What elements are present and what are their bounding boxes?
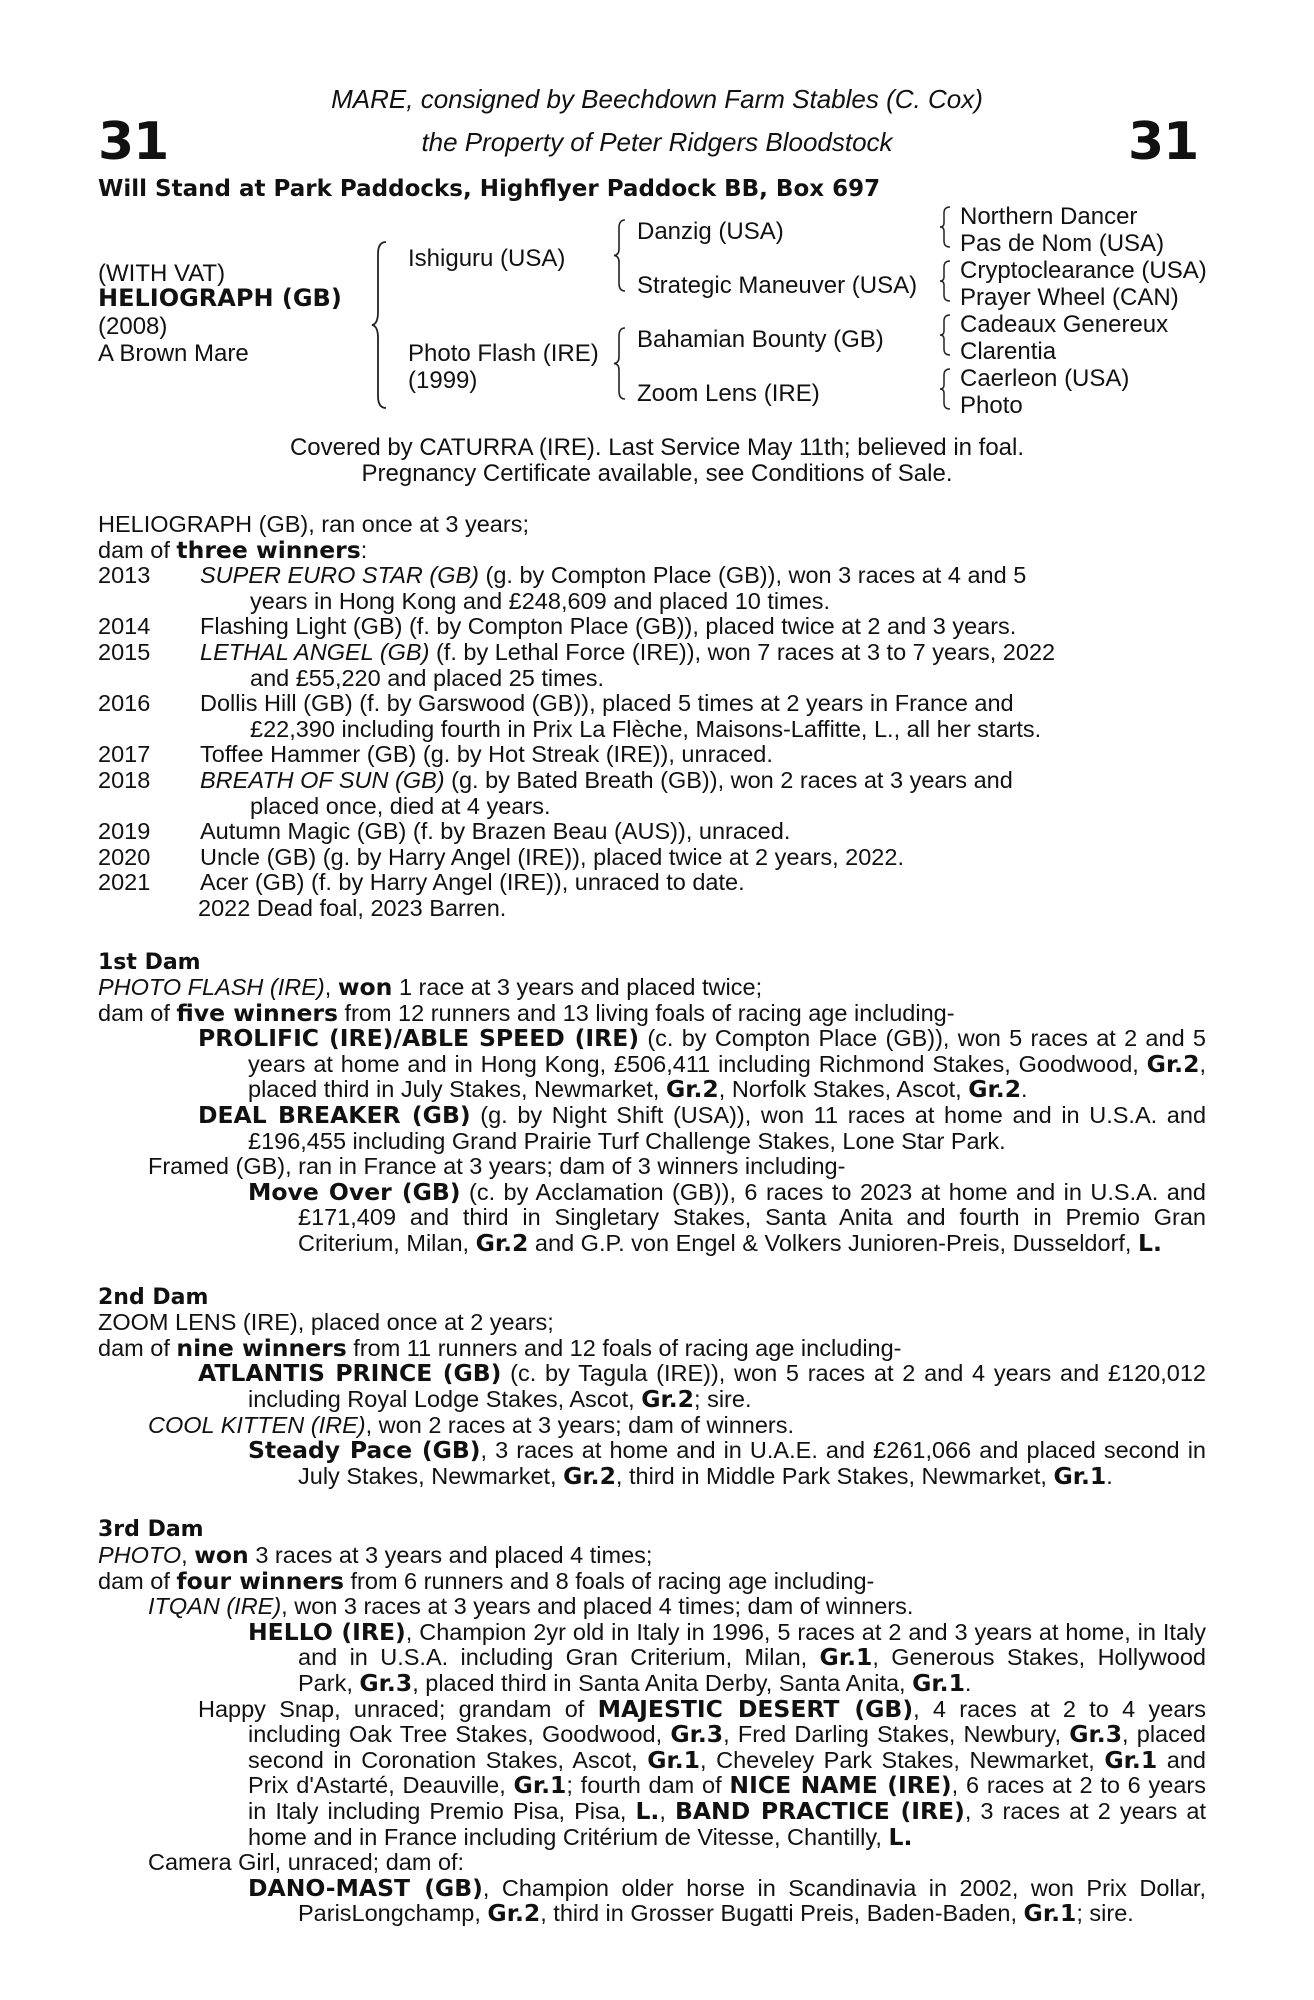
g-2: Pas de Nom (USA): [960, 230, 1165, 257]
intro-line: HELIOGRAPH (GB), ran once at 3 years;: [98, 511, 529, 537]
pregnancy-line: Pregnancy Certificate available, see Conditions of Sale.: [361, 460, 953, 487]
second-dam-heading: 2nd Dam: [98, 1284, 209, 1310]
offspring-name: Toffee Hammer (GB): [200, 741, 417, 768]
offspring-text: [200, 845, 1206, 871]
happy-snap-text-7: ; fourth dam of: [566, 1772, 730, 1799]
offspring-details-cont: years in Hong Kong and £248,609 and placed 10 times.: [250, 587, 831, 614]
dano-mast-name: DANO-MAST (GB): [248, 1873, 483, 1902]
offspring-list: [98, 563, 1206, 896]
winners-count: nine winners: [176, 1333, 347, 1362]
offspring-details: (g. by Hot Streak (IRE)), unraced.: [416, 741, 773, 768]
offspring-text: [200, 870, 1206, 896]
offspring-details: (f. by Lethal Force (IRE)), won 7 races at 3 to 7 years, 2022: [429, 638, 1056, 665]
consignor-line: MARE, consigned by Beechdown Farm Stables (C. Cox): [331, 84, 983, 114]
offspring-year: 2019: [98, 818, 151, 845]
colon: :: [360, 536, 368, 563]
winners-count: five winners: [176, 998, 338, 1027]
first-dam-name: PHOTO FLASH (IRE): [98, 974, 325, 1001]
pedigree-brace-sire: [612, 218, 628, 293]
brace-g1: [938, 205, 952, 249]
period: .: [1106, 1462, 1113, 1489]
first-dam-produce: [98, 998, 1206, 1027]
second-dam-line: ZOOM LENS (IRE), placed once at 2 years;: [98, 1309, 554, 1336]
offspring-row: [98, 563, 1206, 614]
offspring-year: 2017: [98, 741, 151, 768]
runners-text: from 6 runners and 8 foals of racing age including-: [344, 1567, 875, 1594]
deal-breaker-entry: [98, 1103, 1206, 1154]
hello-name: HELLO (IRE): [248, 1617, 406, 1646]
offspring-year: 2013: [98, 562, 151, 589]
happy-snap-text: Happy Snap, unraced; grandam of: [198, 1695, 598, 1722]
itqan-entry: [98, 1594, 1206, 1620]
covered-line: Covered by CATURRA (IRE). Last Service May 11th; believed in foal.: [289, 434, 1025, 461]
offspring-details-cont: £22,390 including fourth in Prix La Flèche, Maisons-Laffitte, L., all her starts.: [250, 715, 1042, 742]
stand-location: Will Stand at Park Paddocks, Highflyer Paddock BB, Box 697: [98, 176, 881, 202]
sire-name: Ishiguru (USA): [408, 245, 566, 272]
grade-label: Gr.1: [1023, 1899, 1077, 1928]
dano-mast-text: , Champion older horse in Scandinavia in 2002, won Prix Dollar, ParisLongchamp,: [298, 1874, 1206, 1927]
grade-label: Gr.2: [968, 1075, 1022, 1104]
dam-of-text: dam of: [98, 999, 177, 1026]
listed-label: L.: [635, 1796, 660, 1825]
atlantis-name: ATLANTIS PRINCE (GB): [198, 1359, 502, 1388]
offspring-name: LETHAL ANGEL (GB): [200, 638, 430, 665]
comma: ,: [659, 1797, 675, 1824]
steady-pace-entry: [98, 1438, 1206, 1489]
horse-description: A Brown Mare: [98, 340, 249, 367]
g-1: Northern Dancer: [960, 203, 1138, 230]
second-dam-produce: [98, 1333, 1206, 1362]
offspring-name: Autumn Magic (GB): [200, 818, 407, 845]
offspring-row: [98, 640, 1206, 691]
offspring-details: (f. by Brazen Beau (AUS)), unraced.: [406, 818, 791, 845]
hello-text: , Champion 2yr old in Italy in 1996, 5 races at 2 and 3 years at home, in Italy and in U.S.A. including Gran Criterium, Milan,: [298, 1618, 1206, 1671]
steady-pace-text: , 3 races at home and in U.A.E. and £261,066 and placed second in July Stakes, Newmarket,: [298, 1437, 1206, 1489]
offspring-text: [200, 691, 1206, 742]
offspring-year: 2014: [98, 613, 151, 640]
offspring-details: (f. by Garswood (GB)), placed 5 times at 2 years in France and: [352, 690, 1014, 717]
grade-label: Gr.3: [670, 1720, 724, 1749]
itqan-text: , won 3 races at 3 years and placed 4 times; dam of winners.: [281, 1593, 914, 1620]
dead-foal-line: 2022 Dead foal, 2023 Barren.: [198, 894, 507, 921]
grade-label: Gr.1: [647, 1745, 701, 1774]
third-dam-line: PHOTO, won 3 races at 3 years and placed 4 times;: [98, 1540, 653, 1569]
offspring-details-cont: placed once, died at 4 years.: [250, 792, 551, 819]
move-over-text-2: and G.P. von Engel & Volkers Junioren-Preis, Dusseldorf,: [528, 1230, 1138, 1257]
happy-snap-text-9: , 3 races at 2 years at home and in France including Critérium de Vitesse, Chantilly,: [248, 1797, 1206, 1850]
offspring-text: [200, 563, 1206, 614]
offspring-text: [200, 640, 1206, 691]
intro-dam-of: [98, 535, 1206, 564]
offspring-details: (g. by Compton Place (GB)), won 3 races at 4 and 5: [478, 562, 1027, 589]
lot-number-right: 31: [1128, 112, 1199, 172]
dam-dam: Zoom Lens (IRE): [637, 380, 820, 407]
offspring-details-cont: and £55,220 and placed 25 times.: [250, 664, 605, 691]
hello-text-2: , Generous Stakes, Hollywood Park,: [298, 1644, 1206, 1696]
offspring-details: (g. by Bated Breath (GB)), won 2 races at 3 years and: [444, 766, 1013, 793]
grade-label: Gr.2: [563, 1461, 616, 1490]
grade-label: Gr.1: [912, 1668, 965, 1697]
happy-snap-text-4: , placed second in Coronation Stakes, Ascot,: [248, 1721, 1207, 1773]
third-dam-name: PHOTO: [98, 1541, 182, 1568]
winners-count: four winners: [176, 1566, 344, 1595]
horse-year: (2008): [98, 313, 168, 340]
hello-entry: [98, 1617, 1206, 1697]
offspring-year: 2021: [98, 869, 151, 896]
prolific-text-3: , Norfolk Stakes, Ascot,: [718, 1076, 969, 1103]
band-practice-name: BAND PRACTICE (IRE): [674, 1796, 965, 1825]
grade-label: Gr.1: [1053, 1461, 1107, 1490]
offspring-row: [98, 819, 1206, 845]
dam-of-text: dam of: [98, 536, 177, 563]
prolific-text: (c. by Compton Place (GB)), won 5 races at 2 and 5 years at home and in Hong Kong, £506,411 including Richmond Stakes, Goodwood,: [248, 1025, 1206, 1077]
offspring-details: (f. by Compton Place (GB)), placed twice at 2 and 3 years.: [402, 613, 1017, 640]
cool-kitten-text: , won 2 races at 3 years; dam of winners.: [365, 1411, 795, 1438]
g-6: Clarentia: [960, 338, 1057, 365]
offspring-name: Uncle (GB): [200, 843, 317, 870]
grade-label: Gr.2: [475, 1229, 529, 1258]
winners-count: three winners: [176, 535, 361, 564]
offspring-details: (g. by Harry Angel (IRE)), placed twice at 2 years, 2022.: [316, 843, 904, 870]
happy-snap-text-5: , Cheveley Park Stakes, Newmarket,: [700, 1746, 1105, 1773]
won-label: won: [337, 973, 393, 1002]
third-dam-produce: [98, 1566, 1206, 1595]
dano-mast-entry: [98, 1873, 1206, 1928]
runners-text: from 12 runners and 13 living foals of racing age including-: [337, 999, 955, 1026]
period: .: [1021, 1076, 1028, 1103]
dam-of-text: dam of: [98, 1567, 177, 1594]
won-label: won: [194, 1540, 249, 1569]
offspring-name: BREATH OF SUN (GB): [200, 766, 445, 793]
camera-girl-entry: Camera Girl, unraced; dam of:: [148, 1849, 465, 1876]
brace-g3: [938, 313, 952, 357]
grade-label: Gr.1: [819, 1643, 873, 1672]
offspring-year: 2020: [98, 843, 151, 870]
dam-year: (1999): [408, 367, 478, 394]
move-over-name: Move Over (GB): [248, 1177, 461, 1206]
property-line: the Property of Peter Ridgers Bloodstock: [421, 127, 893, 157]
offspring-text: [200, 614, 1206, 640]
happy-snap-text-3: , Fred Darling Stakes, Newbury,: [723, 1721, 1070, 1748]
third-dam-heading: 3rd Dam: [98, 1517, 204, 1543]
majestic-desert-name: MAJESTIC DESERT (GB): [597, 1694, 914, 1723]
cool-kitten-entry: [98, 1413, 1206, 1439]
offspring-year: 2016: [98, 690, 151, 717]
move-over-entry: [98, 1177, 1207, 1258]
steady-pace-name: Steady Pace (GB): [248, 1436, 481, 1465]
offspring-text: [200, 742, 1206, 768]
dam-of-text: dam of: [98, 1334, 177, 1361]
grade-label: Gr.2: [1146, 1049, 1200, 1078]
brace-g4: [938, 367, 952, 411]
offspring-text: [200, 819, 1206, 845]
g-7: Caerleon (USA): [960, 365, 1130, 392]
offspring-year: 2018: [98, 766, 151, 793]
itqan-name: ITQAN (IRE): [148, 1593, 282, 1620]
happy-snap-text-6: and Prix d'Astarté, Deauville,: [248, 1746, 1206, 1799]
g-4: Prayer Wheel (CAN): [960, 284, 1179, 311]
grade-label: Gr.1: [1104, 1745, 1158, 1774]
offspring-row: [98, 870, 1206, 896]
offspring-row: [98, 768, 1206, 819]
pedigree-brace-main: [370, 240, 390, 410]
grade-label: Gr.1: [513, 1771, 567, 1800]
dam-sire: Bahamian Bounty (GB): [637, 326, 884, 353]
dam-name: Photo Flash (IRE): [408, 340, 599, 367]
offspring-row: [98, 691, 1206, 742]
steady-pace-text-2: , third in Middle Park Stakes, Newmarket,: [615, 1462, 1054, 1489]
lot-number-left: 31: [98, 112, 169, 172]
vat-label: (WITH VAT): [98, 260, 226, 287]
g-8: Photo: [960, 392, 1023, 419]
offspring-name: Acer (GB): [200, 869, 305, 896]
deal-breaker-text: (g. by Night Shift (USA)), won 11 races at home and in U.S.A. and £196,455 including Grand Prairie Turf Challenge Stakes, Lone Star Park.: [248, 1102, 1207, 1154]
sire-sire: Danzig (USA): [637, 218, 784, 245]
nice-name-name: NICE NAME (IRE): [729, 1771, 952, 1800]
atlantis-text: (c. by Tagula (IRE)), won 5 races at 2 and 4 years and £120,012 including Royal Lodge Stakes, Ascot,: [248, 1360, 1206, 1412]
grade-label: Gr.2: [665, 1075, 719, 1104]
prolific-name: PROLIFIC (IRE)/ABLE SPEED (IRE): [198, 1024, 640, 1053]
grade-label: Gr.3: [359, 1668, 413, 1697]
offspring-text: [200, 768, 1206, 819]
deal-breaker-name: DEAL BREAKER (GB): [198, 1101, 471, 1130]
atlantis-end: ; sire.: [694, 1386, 752, 1412]
atlantis-entry: [98, 1361, 1206, 1412]
grade-label: Gr.2: [487, 1899, 541, 1928]
period: .: [964, 1669, 972, 1696]
offspring-name: SUPER EURO STAR (GB): [200, 562, 479, 589]
third-dam-record: 3 races at 3 years and placed 4 times;: [248, 1541, 653, 1568]
grade-label: Gr.3: [1069, 1720, 1123, 1749]
offspring-details: (f. by Harry Angel (IRE)), unraced to date.: [304, 869, 745, 896]
cool-kitten-name: COOL KITTEN (IRE): [148, 1411, 366, 1438]
offspring-name: Dollis Hill (GB): [200, 690, 353, 717]
framed-entry: Framed (GB), ran in France at 3 years; dam of 3 winners including-: [148, 1153, 846, 1180]
happy-snap-entry: [98, 1694, 1207, 1851]
hello-text-3: , placed third in Santa Anita Derby, Santa Anita,: [412, 1669, 913, 1696]
happy-snap-text-2: , 4 races at 2 to 4 years including Oak Tree Stakes, Goodwood,: [248, 1695, 1206, 1748]
listed-label: L.: [1137, 1229, 1162, 1258]
sire-dam: Strategic Maneuver (USA): [637, 272, 918, 299]
listed-label: L.: [888, 1822, 913, 1851]
horse-name: HELIOGRAPH (GB): [98, 284, 342, 312]
g-5: Cadeaux Genereux: [960, 311, 1169, 338]
offspring-row: [98, 742, 1206, 768]
offspring-name: Flashing Light (GB): [200, 613, 403, 640]
first-dam-heading: 1st Dam: [98, 949, 201, 975]
pedigree-brace-dam: [612, 326, 628, 401]
runners-text: from 11 runners and 12 foals of racing age including-: [346, 1334, 902, 1361]
prolific-text-2: , placed third in July Stakes, Newmarket,: [248, 1050, 1206, 1103]
catalogue-body: [98, 512, 1206, 1927]
grade-label: Gr.2: [641, 1385, 695, 1413]
first-dam-line: PHOTO FLASH (IRE), won 1 race at 3 years and placed twice;: [98, 973, 763, 1002]
dano-mast-text-2: , third in Grosser Bugatti Preis, Baden-Baden,: [540, 1900, 1024, 1927]
happy-snap-text-8: , 6 races at 2 to 6 years in Italy including Premio Pisa, Pisa,: [248, 1772, 1206, 1824]
dano-mast-text-3: ; sire.: [1076, 1900, 1134, 1927]
move-over-text: (c. by Acclamation (GB)), 6 races to 2023 at home and in U.S.A. and £171,409 and third in Singletary Stakes, Santa Anita and fourth in Premio Gran Criterium, Milan,: [298, 1178, 1207, 1257]
first-dam-record: 1 race at 3 years and placed twice;: [392, 974, 763, 1001]
offspring-year: 2015: [98, 638, 151, 665]
prolific-entry: [98, 1026, 1206, 1103]
brace-g2: [938, 259, 952, 303]
offspring-row: [98, 845, 1206, 871]
offspring-row: [98, 614, 1206, 640]
g-3: Cryptoclearance (USA): [960, 257, 1207, 284]
